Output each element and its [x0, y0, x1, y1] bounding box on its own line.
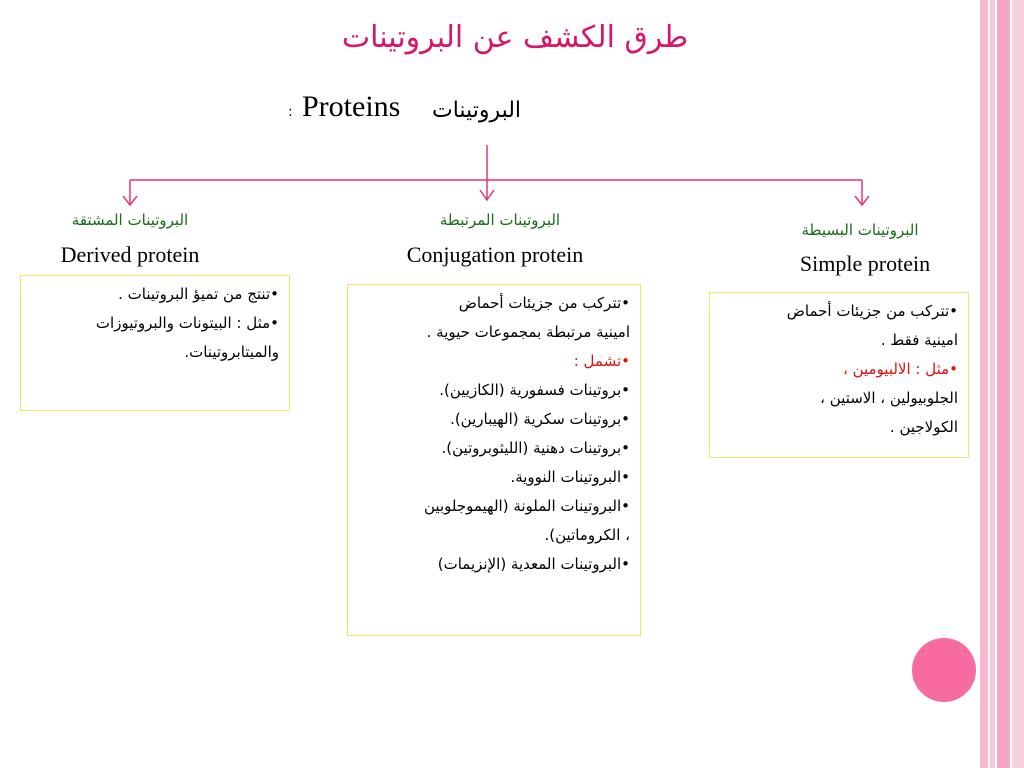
list-item: •بروتينات دهنية (الليثوبروتين).	[441, 439, 630, 457]
derived-heading-arabic: البروتينات المشتقة	[71, 211, 189, 229]
list-item-highlight: •تشمل :	[573, 352, 630, 370]
list-item: •مثل : البيتونات والبروتيوزات	[95, 314, 279, 332]
list-item: امينية فقط .	[880, 331, 958, 349]
list-item: •تنتج من تميؤ البروتينات .	[118, 285, 279, 303]
list-item: والميتابروتينات.	[184, 343, 279, 361]
derived-box	[20, 275, 290, 411]
list-item: •البروتينات الملونة (الهيموجلوبين	[424, 497, 630, 515]
list-item: •بروتينات فسفورية (الكازيين).	[439, 381, 630, 399]
simple-heading-english: Simple protein	[799, 251, 931, 276]
derived-heading-english: Derived protein	[60, 242, 200, 267]
list-item: •تتركب من جزيئات أحماض	[786, 302, 958, 320]
conjugation-heading-arabic: البروتينات المرتبطة	[439, 211, 561, 229]
conjugation-box	[347, 284, 641, 636]
list-item-highlight: •مثل : الالبيومين ،	[842, 360, 958, 378]
simple-box	[709, 292, 969, 458]
list-item: ، الكروماتين).	[544, 526, 630, 544]
list-item: •تتركب من جزيئات أحماض	[458, 294, 630, 312]
list-item: •البروتينات النووية.	[510, 468, 630, 486]
conjugation-heading-english: Conjugation protein	[406, 242, 584, 267]
simple-heading-arabic: البروتينات البسيطة	[801, 221, 919, 239]
list-item: •البروتينات المعدية (الإنزيمات)	[437, 555, 630, 573]
subtitle-arabic: البروتينات	[432, 98, 522, 123]
list-item: الكولاجين .	[889, 418, 958, 436]
list-item: الجلوبيولين ، الاستين ،	[820, 389, 958, 407]
list-item: •بروتينات سكرية (الهيبارين).	[450, 410, 630, 428]
subtitle-english: Proteins	[302, 90, 401, 123]
list-item: امينية مرتبطة بمجموعات حيوية .	[426, 323, 630, 341]
subtitle-colon: :	[288, 104, 293, 120]
slide-title: طرق الكشف عن البروتينات	[341, 20, 689, 55]
